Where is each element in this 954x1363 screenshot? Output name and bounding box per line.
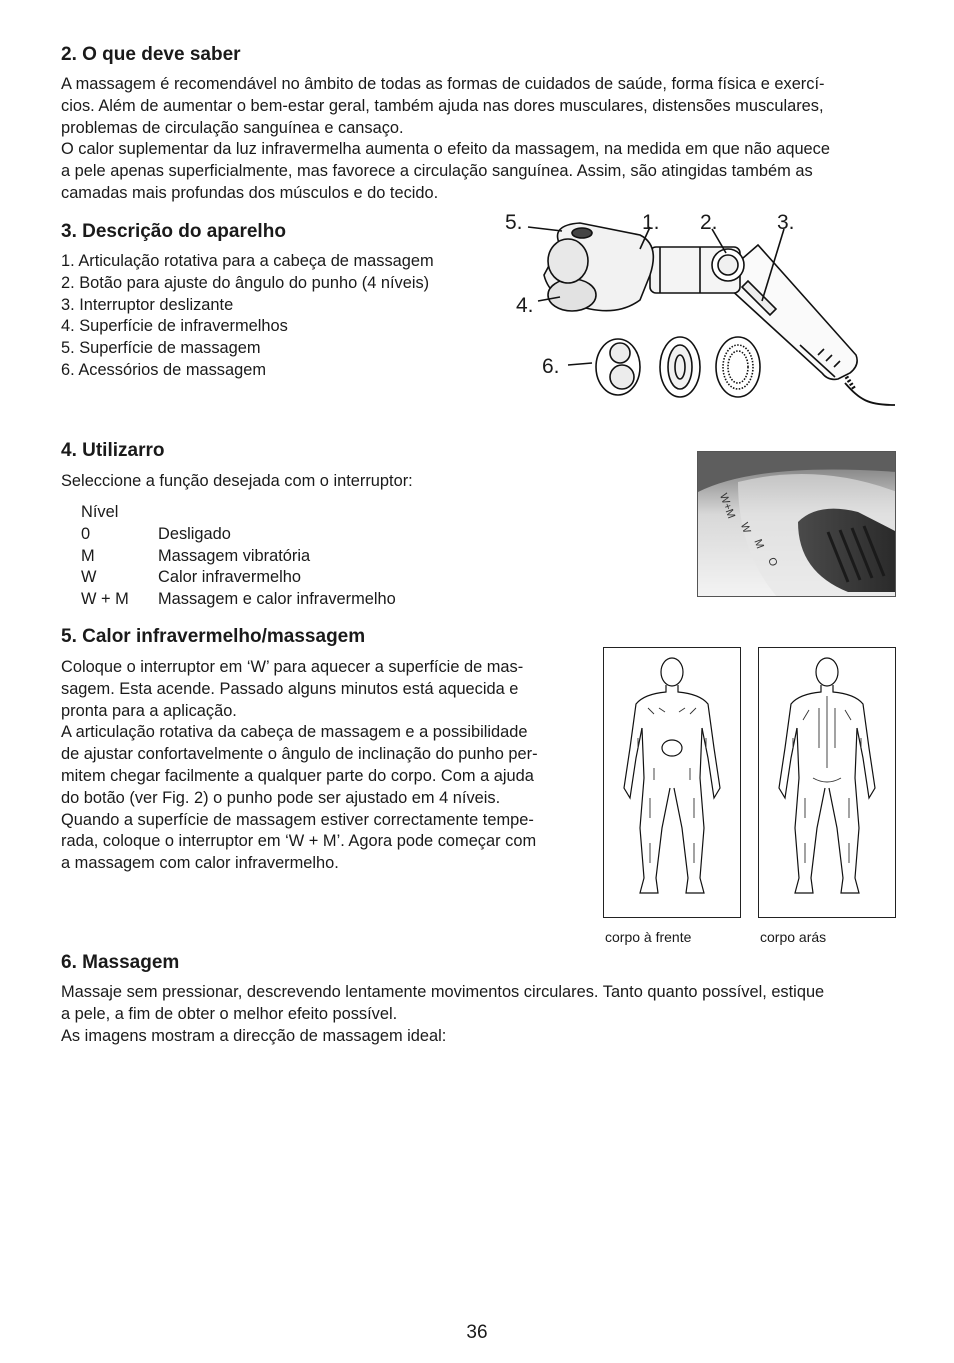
device-parts-list (61, 251, 434, 382)
section-2-body (61, 74, 901, 205)
level-header: Nível (81, 503, 119, 521)
text-line: Quando a superfície de massagem estiver correctamente tempe- (61, 810, 534, 829)
text-line: camadas mais profundas dos músculos e do tecido. (61, 183, 439, 202)
list-item: 6. Acessórios de massagem (61, 360, 266, 379)
figure-label-1: 1. (642, 211, 660, 234)
text-line: problemas de circulação sanguínea e cansaço. (61, 118, 404, 137)
section-5-title: 5. Calor infravermelho/massagem (61, 626, 366, 647)
figure-label-5: 5. (505, 211, 523, 234)
switch-mark: W+M (716, 491, 738, 521)
level-desc: Desligado (158, 524, 231, 543)
switch-mark: W (737, 521, 753, 535)
text-line: A massagem é recomendável no âmbito de todas as formas de cuidados de saúde, forma física e exercí- (61, 75, 825, 93)
device-illustration (500, 205, 900, 415)
section-6-title: 6. Massagem (61, 952, 180, 973)
figure-label-4: 4. (516, 294, 534, 317)
figure-label-3: 3. (777, 211, 795, 234)
body-front-drawing (604, 648, 740, 917)
level-desc: Massagem e calor infravermelho (158, 590, 396, 609)
massager-drawing (500, 205, 900, 415)
level-code: W (81, 568, 97, 587)
text-line: Massaje sem pressionar, descrevendo lentamente movimentos circulares. Tanto quanto possível, estique (61, 983, 825, 1001)
body-back-drawing (759, 648, 895, 917)
text-line: cios. Além de aumentar o bem-estar geral, também ajuda nas dores musculares, distensões musculares, (61, 96, 824, 115)
list-item: 4. Superfície de infravermelhos (61, 317, 288, 336)
level-row (81, 546, 396, 568)
level-desc: Calor infravermelho (158, 568, 302, 587)
section-6-body (61, 982, 901, 1047)
section-5-body (61, 657, 591, 875)
section-4-title: 4. Utilizarro (61, 440, 165, 461)
text-line: pronta para a aplicação. (61, 701, 237, 720)
caption-front: corpo à frente (605, 929, 692, 945)
figure-label-2: 2. (700, 211, 718, 234)
text-line: O calor suplementar da luz infravermelha aumenta o efeito da massagem, na medida em que não aquece (61, 140, 830, 159)
slide-switch-image (698, 452, 896, 597)
text-line: de ajustar confortavelmente o ângulo de inclinação do punho per- (61, 745, 538, 764)
body-front-figure (603, 647, 741, 918)
level-row (81, 524, 396, 546)
body-back-figure (758, 647, 896, 918)
level-desc: Massagem vibratória (158, 546, 311, 565)
list-item: 3. Interruptor deslizante (61, 295, 234, 314)
list-item: 2. Botão para ajuste do ângulo do punho (4 níveis) (61, 273, 430, 292)
level-code: M (81, 546, 95, 565)
section-3-title: 3. Descrição do aparelho (61, 221, 286, 242)
text-line: rada, coloque o interruptor em ‘W + M’. Agora pode começar com (61, 832, 537, 851)
page-number: 36 (466, 1322, 488, 1343)
switch-mark: O (765, 555, 780, 569)
text-line: A articulação rotativa da cabeça de massagem e a possibilidade (61, 723, 528, 742)
text-line: a massagem com calor infravermelho. (61, 854, 339, 873)
text-line: sagem. Esta acende. Passado alguns minutos está aquecida e (61, 679, 519, 698)
caption-back: corpo arás (760, 929, 827, 945)
list-item: 1. Articulação rotativa para a cabeça de massagem (61, 252, 434, 270)
section-2-title: 2. O que deve saber (61, 44, 241, 65)
level-code: W + M (81, 590, 129, 609)
text-line: a pele apenas superficialmente, mas favorece a circulação sanguínea. Assim, são atingidas também as (61, 162, 813, 181)
text-line: a pele, a fim de obter o melhor efeito possível. (61, 1004, 398, 1023)
switch-mark: M (751, 537, 766, 551)
list-item: 5. Superfície de massagem (61, 339, 261, 358)
level-code: 0 (81, 524, 91, 543)
text-line: Coloque o interruptor em ‘W’ para aquecer a superfície de mas- (61, 658, 524, 676)
figure-label-6: 6. (542, 355, 560, 378)
section-4-intro: Seleccione a função desejada com o interruptor: (61, 472, 413, 490)
switch-photo (697, 451, 896, 597)
text-line: mitem chegar facilmente a qualquer parte do corpo. Com a ajuda (61, 766, 534, 785)
text-line: As imagens mostram a direcção de massagem ideal: (61, 1026, 447, 1045)
text-line: do botão (ver Fig. 2) o punho pode ser ajustado em 4 níveis. (61, 788, 501, 807)
level-table (81, 502, 396, 611)
level-row (81, 567, 396, 589)
level-row (81, 589, 396, 611)
